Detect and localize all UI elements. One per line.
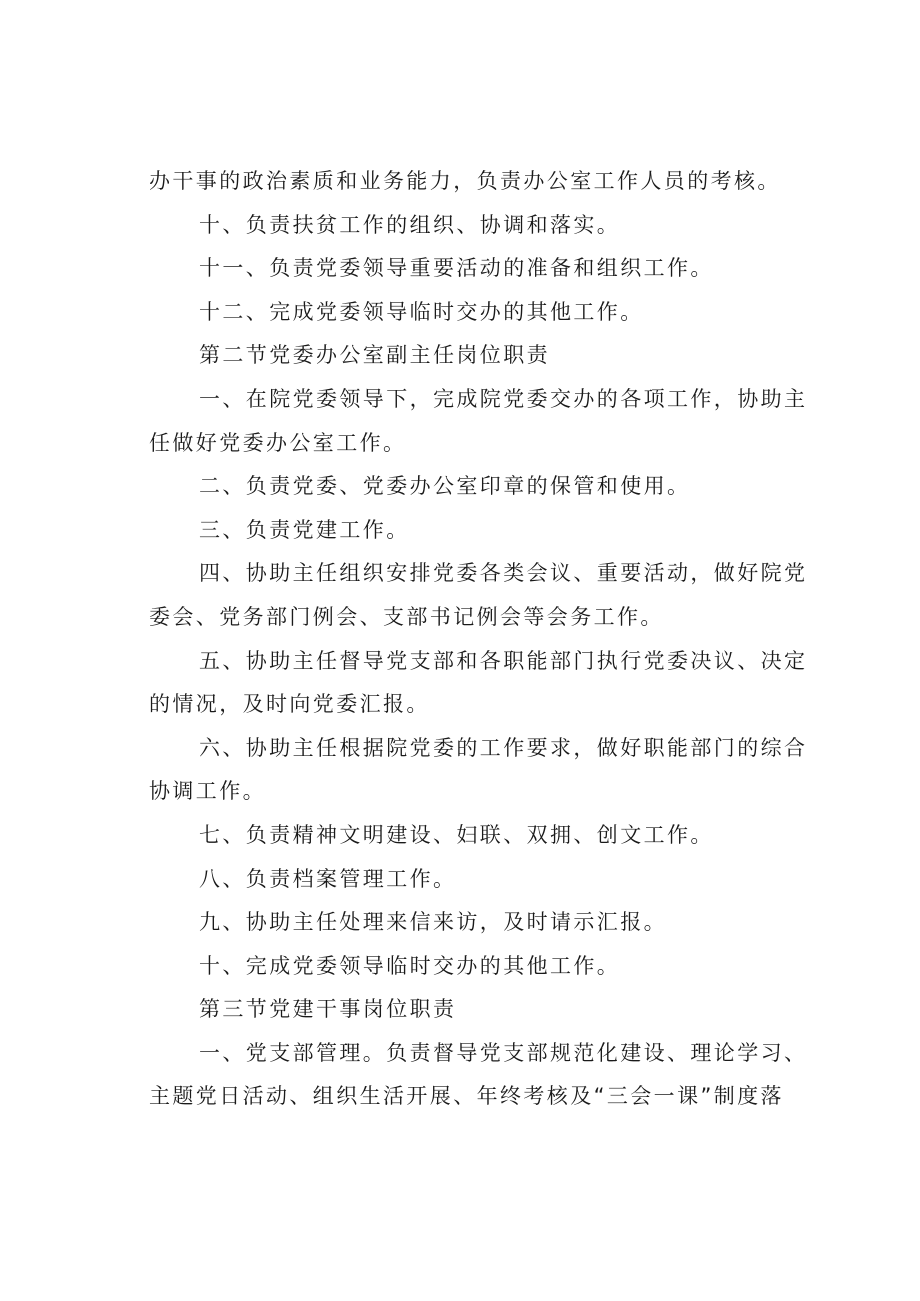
section-heading: 第三节党建干事岗位职责	[199, 997, 457, 1022]
text-line: 十、完成党委领导临时交办的其他工作。	[199, 953, 621, 978]
text-line: 任做好党委办公室工作。	[149, 430, 407, 455]
text-line: 办干事的政治素质和业务能力，负责办公室工作人员的考核。	[149, 169, 781, 193]
text-line: 十一、负责党委领导重要活动的准备和组织工作。	[199, 256, 714, 281]
text-line: 五、协助主任督导党支部和各职能部门执行党委决议、决定	[199, 648, 808, 673]
text-line: 主题党日活动、组织生活开展、年终考核及“三会一课”制度落	[149, 1084, 784, 1109]
text-line: 十、负责扶贫工作的组织、协调和落实。	[199, 212, 621, 237]
document-body	[149, 160, 808, 1119]
text-line: 委会、党务部门例会、支部书记例会等会务工作。	[149, 604, 664, 629]
text-line: 的情况，及时向党委汇报。	[149, 692, 430, 717]
text-line: 协调工作。	[149, 779, 266, 804]
text-line: 四、协助主任组织安排党委各类会议、重要活动，做好院党	[199, 561, 808, 586]
text-line: 十二、完成党委领导临时交办的其他工作。	[199, 299, 644, 324]
text-line: 一、党支部管理。负责督导党支部规范化建设、理论学习、	[199, 1040, 808, 1065]
text-line: 九、协助主任处理来信来访，及时请示汇报。	[199, 910, 667, 935]
section-heading: 第二节党委办公室副主任岗位职责	[199, 343, 550, 368]
text-line: 三、负责党建工作。	[199, 517, 410, 542]
text-line: 八、负责档案管理工作。	[199, 866, 457, 891]
text-line: 七、负责精神文明建设、妇联、双拥、创文工作。	[199, 822, 714, 847]
text-line: 六、协助主任根据院党委的工作要求，做好职能部门的综合	[199, 735, 808, 760]
text-line: 一、在院党委领导下，完成院党委交办的各项工作，协助主	[199, 386, 808, 411]
text-line: 二、负责党委、党委办公室印章的保管和使用。	[199, 474, 691, 499]
